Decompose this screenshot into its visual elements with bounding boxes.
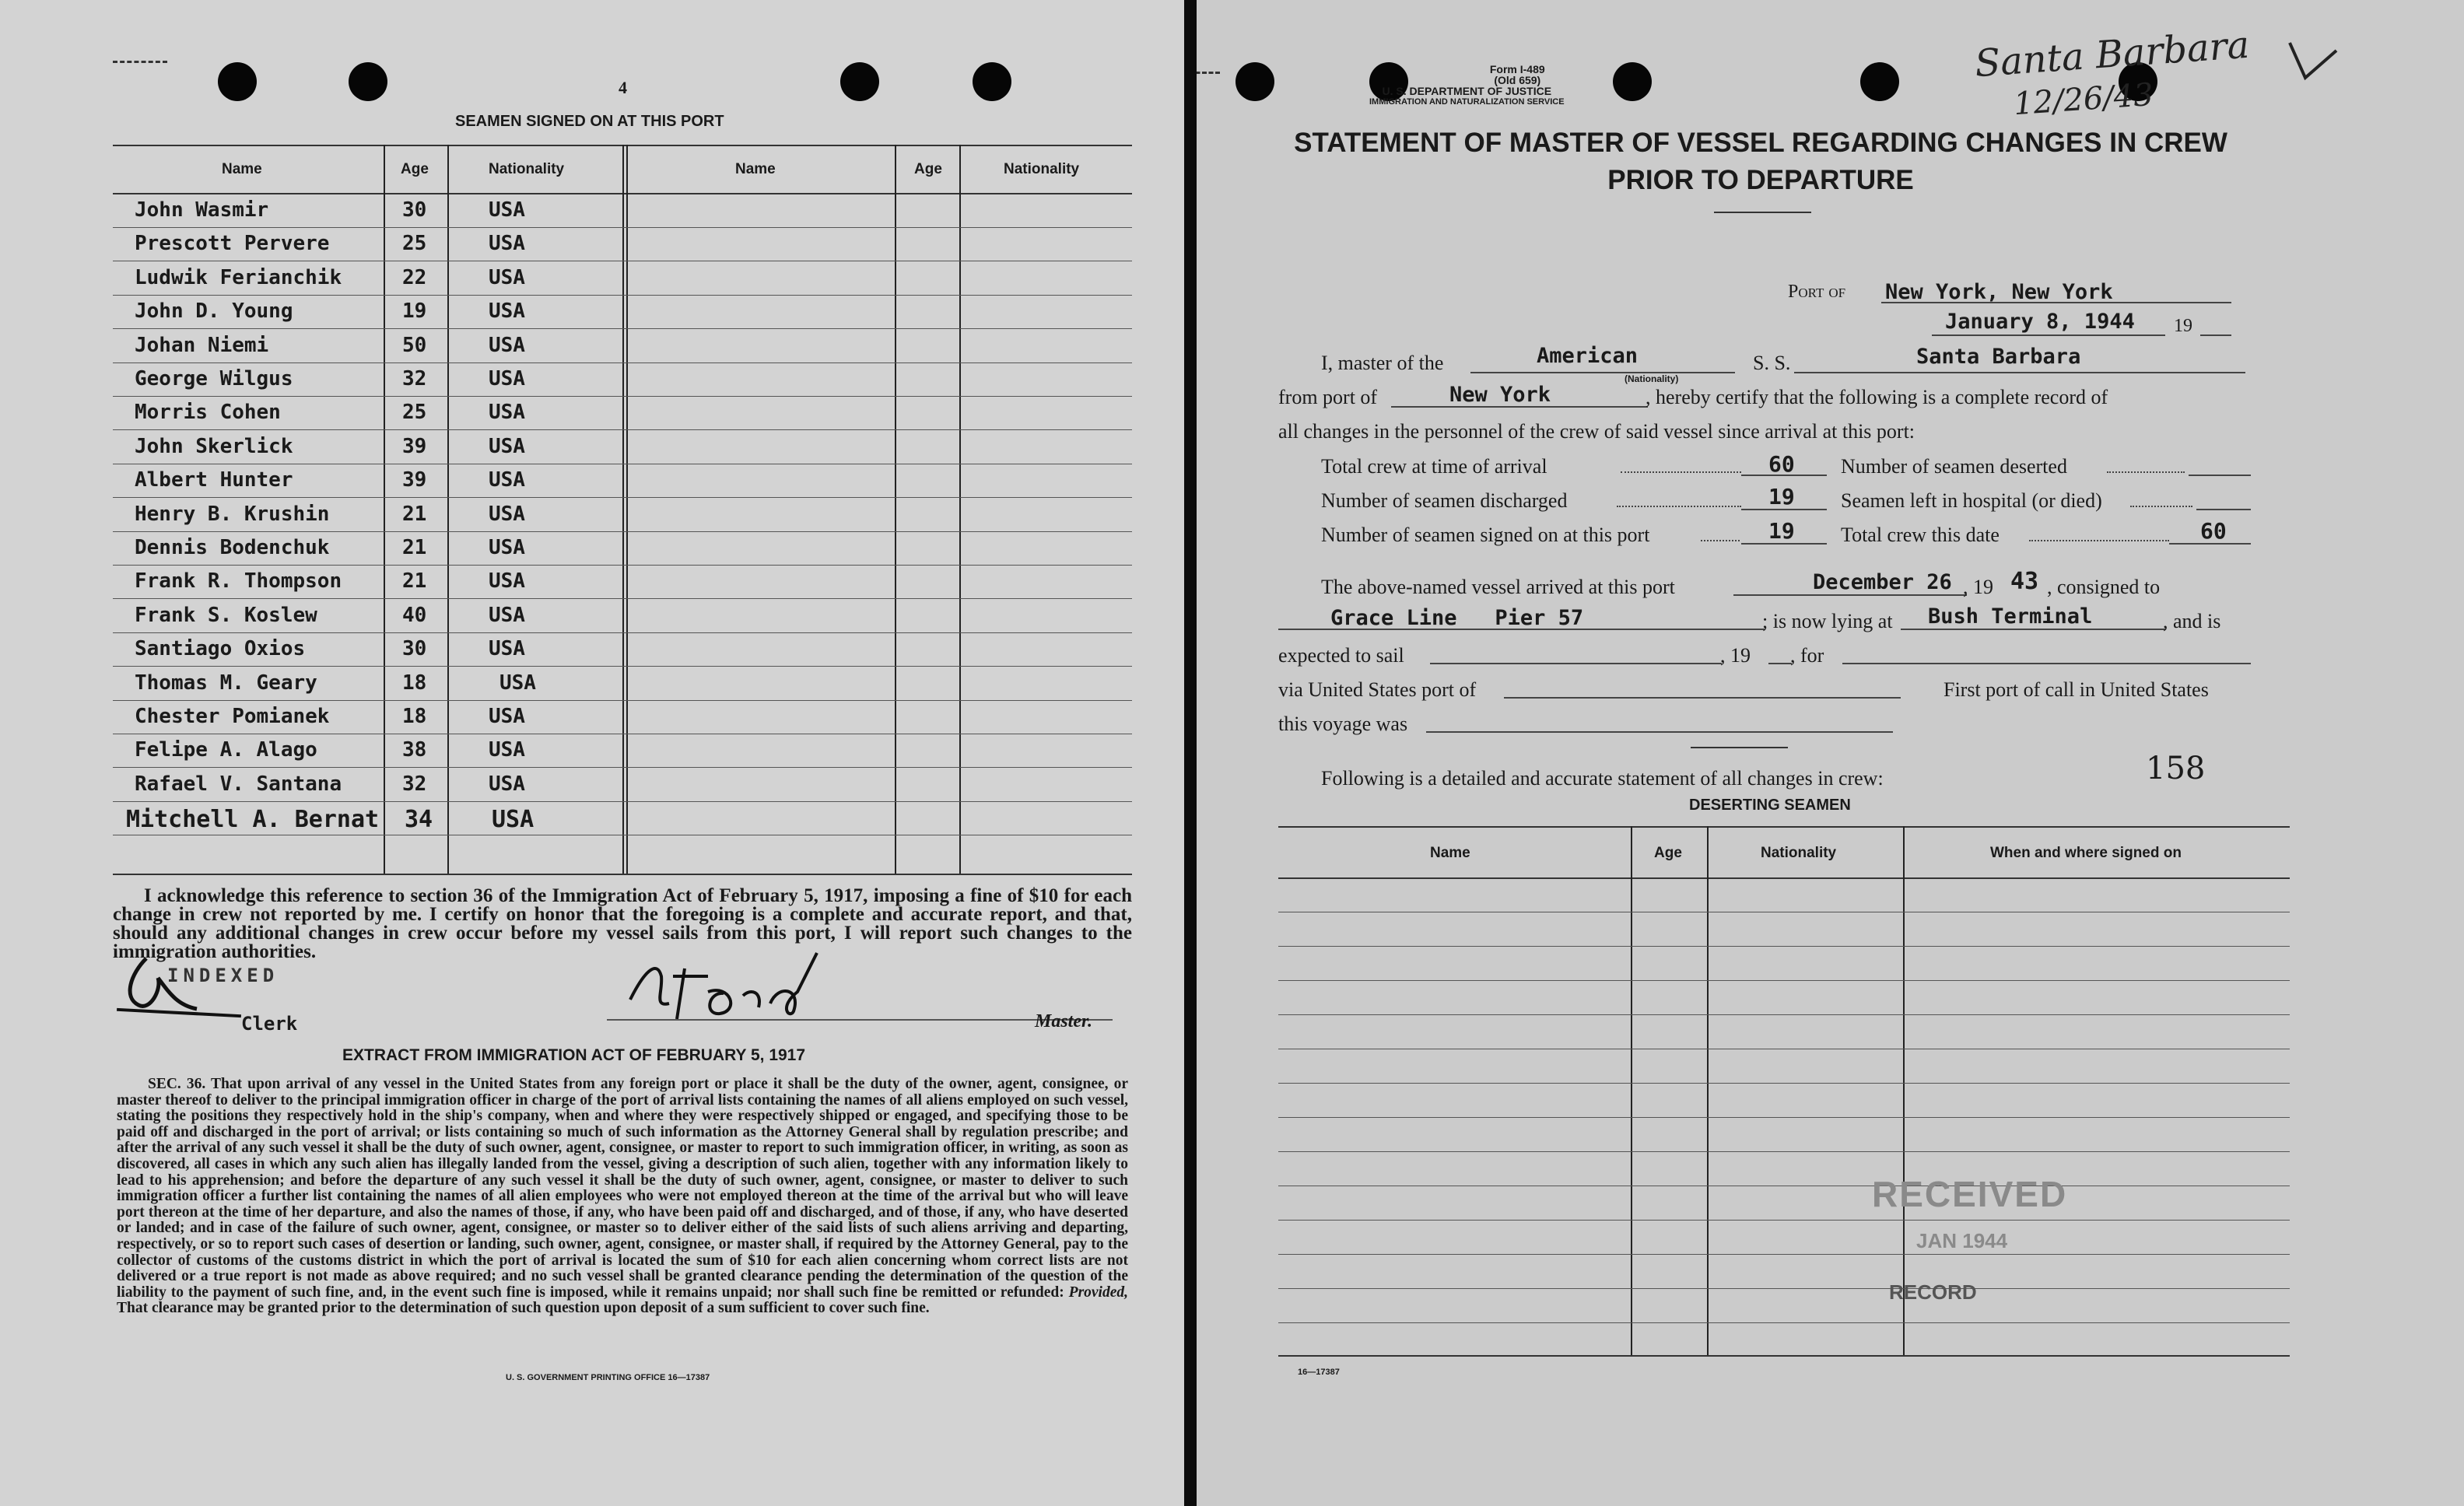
deserting-column-nationality: Nationality — [1761, 845, 1837, 861]
signed-on-value: 19 — [1768, 518, 1795, 544]
arrived-year-prefix: , 19 — [1963, 576, 1993, 598]
column-header-nationality: Nationality — [489, 161, 565, 177]
deserting-row-rule — [1278, 1083, 2290, 1084]
table-row-rule — [113, 801, 1132, 802]
seaman-nationality: USA — [489, 299, 525, 324]
table-row-rule — [113, 531, 1132, 532]
service-name: IMMIGRATION AND NATURALIZATION SERVICE — [1369, 97, 1565, 107]
seaman-age: 32 — [402, 772, 427, 796]
fold-mark — [113, 61, 167, 63]
seaman-nationality: USA — [489, 367, 525, 391]
seaman-name: Mitchell A. Bernat — [126, 806, 380, 834]
seaman-age: 25 — [402, 232, 427, 256]
seaman-nationality: USA — [489, 265, 525, 289]
form-title-line2: PRIOR TO DEPARTURE — [1607, 165, 1914, 195]
seaman-age: 38 — [402, 738, 427, 762]
column-header-name: Name — [222, 161, 262, 177]
deserting-title: DESERTING SEAMEN — [1689, 797, 1851, 814]
signed-on-label: Number of seamen signed on at this port — [1321, 524, 1650, 546]
left-page — [0, 0, 1184, 1506]
seaman-age: 34 — [405, 806, 433, 834]
punch-hole — [218, 62, 257, 101]
form-number: Form I-489 — [1489, 63, 1545, 75]
discharged-value: 19 — [1768, 484, 1795, 510]
seaman-name: Frank S. Koslew — [135, 603, 317, 627]
master-of-label: I, master of the — [1321, 352, 1444, 374]
seaman-nationality: USA — [489, 603, 525, 627]
right-page — [1197, 0, 2464, 1506]
seaman-nationality: USA — [489, 502, 525, 526]
form-title — [1197, 124, 2325, 199]
discharged-label: Number of seamen discharged — [1321, 489, 1568, 512]
voyage-label: this voyage was — [1278, 713, 1408, 735]
handwritten-ship-name: Santa Barbara — [1973, 23, 2251, 86]
indexed-stamp: INDEXED — [167, 965, 279, 986]
seaman-age: 21 — [402, 569, 427, 594]
received-date-stamp: JAN 1944 — [1916, 1229, 2008, 1252]
section-title: SEAMEN SIGNED ON AT THIS PORT — [455, 113, 724, 130]
consignee-value: Grace Line Pier 57 — [1330, 606, 1584, 630]
seaman-nationality: USA — [492, 806, 535, 834]
seaman-nationality: USA — [489, 198, 525, 222]
seaman-age: 21 — [402, 536, 427, 559]
table-row-rule — [113, 227, 1132, 228]
column-header-age: Age — [914, 161, 942, 177]
table-row-rule — [113, 666, 1132, 667]
seaman-age: 30 — [402, 637, 427, 661]
deserting-row-rule — [1278, 1288, 2290, 1289]
form-footer: 16—17387 — [1298, 1368, 1340, 1377]
seaman-age: 30 — [402, 198, 427, 222]
seaman-nationality: USA — [489, 468, 525, 492]
extract-text-end: That clearance may be granted prior to the determination of such question upon deposit of a sum sufficient to cover such fine. — [117, 1300, 930, 1317]
seaman-name: Johan Niemi — [135, 333, 269, 357]
seaman-age: 19 — [402, 299, 427, 324]
deserting-row-rule — [1278, 1254, 2290, 1255]
seaman-name: Ludwik Ferianchik — [135, 265, 342, 289]
certify-text: , hereby certify that the following is a complete record of — [1646, 386, 2108, 408]
punch-hole — [1613, 62, 1652, 101]
page-number: 4 — [619, 78, 627, 97]
seaman-name: Albert Hunter — [135, 468, 293, 492]
table-row-rule — [113, 396, 1132, 397]
table-row-rule — [113, 632, 1132, 633]
table-row-rule — [113, 328, 1132, 329]
column-header-nationality: Nationality — [1004, 161, 1080, 177]
handwritten-number: 158 — [2146, 751, 2206, 786]
seaman-name: Chester Pomianek — [135, 705, 330, 728]
table-row-rule — [113, 700, 1132, 701]
deserted-label: Number of seamen deserted — [1841, 455, 2067, 478]
seaman-nationality: USA — [489, 536, 525, 559]
seaman-age: 32 — [402, 367, 427, 391]
from-port-value: New York — [1449, 383, 1551, 407]
port-of-value: New York, New York — [1885, 280, 2113, 304]
seaman-nationality: USA — [489, 637, 525, 661]
extract-text — [117, 1077, 1128, 1317]
seaman-nationality: USA — [489, 232, 525, 256]
extract-title: EXTRACT FROM IMMIGRATION ACT OF FEBRUARY 5, 1917 — [342, 1046, 806, 1064]
punch-hole — [1860, 62, 1899, 101]
expected-year-prefix: , 19 — [1720, 644, 1751, 667]
fold-mark — [1197, 72, 1220, 74]
department: U. S. DEPARTMENT OF JUSTICE — [1382, 85, 1552, 97]
seaman-nationality: USA — [499, 671, 536, 695]
nationality-value: American — [1537, 344, 1639, 368]
lying-label: ; is now lying at — [1762, 610, 1893, 632]
table-row-rule — [113, 362, 1132, 363]
seaman-name: George Wilgus — [135, 367, 293, 391]
table-row-rule — [113, 598, 1132, 599]
punch-hole — [349, 62, 387, 101]
hospital-label: Seamen left in hospital (or died) — [1841, 489, 2102, 512]
seaman-age: 40 — [402, 603, 427, 627]
extract-text-body: SEC. 36. That upon arrival of any vessel in the United States from any foreign port or place it shall be the duty of the owner, agent, consignee, or master thereof to deliver to the principal immigration officer in charge of the port of arrival lists containing the names of all aliens employed on such vessel, stating the positions they respectively hold in the ship's company, when and where they were respectively shipped or engaged, and specifying those to be paid off and discharged in the port of arrival; or lists containing so much of such information as the Attorney General shall by regulation prescribe; and after the arrival of any such vessel it shall be the duty of such owner, agent, consignee, or master to report to such immigration officer, in writing, as soon as discovered, all cases in which any such alien has illegally landed from the vessel, giving a description of such alien, together with any information likely to lead to his apprehension; and before the departure of any such vessel it shall be the duty of such owner, agent, consignee, or master to deliver to such immigration officer a further list containing the names of all alien employees who were not employed thereon at the time of the arrival but who will leave port thereon at the time of her departure, and also the names of those, if any, who have been paid off and discharged, and of those, if any, who have deserted or landed; and in case of the failure of such owner, agent, consignee, or master so to deliver either of the said lists of such aliens arriving and departing, respectively, or so to report such cases of desertion or landing, such owner, agent, consignee, or master shall, if required by the Attorney General, pay to the collector of customs of the customs district in which the port of arrival is located the sum of $10 for each alien concerning whom correct lists are not delivered or a true report is not made as above required; and no such vessel shall be granted clearance pending the determination of the question of the liability to the payment of such fine, and, in the event such fine is imposed, while it remains unpaid; nor shall such fine be remitted or refunded: — [117, 1076, 1128, 1301]
nationality-caption: (Nationality) — [1625, 373, 1679, 384]
seaman-age: 18 — [402, 705, 427, 728]
table-row-rule — [113, 767, 1132, 768]
date-value: January 8, 1944 — [1945, 310, 2135, 334]
seaman-age: 25 — [402, 401, 427, 425]
seaman-name: Thomas M. Geary — [135, 671, 317, 695]
seaman-nationality: USA — [489, 705, 525, 728]
table-row-rule — [113, 429, 1132, 430]
column-header-age: Age — [401, 161, 429, 177]
form-title-line1: STATEMENT OF MASTER OF VESSEL REGARDING CHANGES IN CREW — [1294, 128, 2227, 158]
deserting-row-rule — [1278, 1151, 2290, 1152]
consigned-label: , consigned to — [2047, 576, 2161, 598]
seaman-age: 22 — [402, 265, 427, 289]
seaman-nationality: USA — [489, 738, 525, 762]
printer-line: U. S. GOVERNMENT PRINTING OFFICE 16—17387 — [506, 1373, 710, 1382]
acknowledgement-text: I acknowledge this reference to section 36 of the Immigration Act of February 5, 1917, imposing a fine of $10 for each change in crew not reported by me. I certify on honor that the foregoing is a complete and accurate report, and that, should any additional changes in crew occur before my vessel sails from this port, I will report such changes to the immigration authorities. — [113, 885, 1132, 962]
arrived-date: December 26 — [1813, 570, 1952, 594]
lying-value: Bush Terminal — [1928, 604, 2093, 629]
seaman-name: Felipe A. Alago — [135, 738, 317, 762]
table-row-rule — [113, 497, 1132, 498]
seaman-nationality: USA — [489, 772, 525, 796]
deserting-row-rule — [1278, 1117, 2290, 1118]
from-port-label: from port of — [1278, 386, 1378, 408]
seaman-name: Dennis Bodenchuk — [135, 536, 330, 559]
ship-name-value: Santa Barbara — [1916, 345, 2081, 369]
arrived-year: 43 — [2010, 568, 2039, 595]
ss-label: S. S. — [1753, 352, 1791, 374]
seaman-age: 39 — [402, 468, 427, 492]
deserting-row-rule — [1278, 1322, 2290, 1323]
deserting-row-rule — [1278, 1220, 2290, 1221]
seaman-age: 21 — [402, 502, 427, 526]
master-label: Master. — [1035, 1011, 1093, 1031]
seaman-name: Prescott Pervere — [135, 232, 330, 256]
changes-text: all changes in the personnel of the crew of said vessel since arrival at this port: — [1278, 420, 1915, 443]
form-old-number: (Old 659) — [1494, 74, 1541, 86]
seaman-nationality: USA — [489, 333, 525, 357]
and-is-label: , and is — [2163, 610, 2221, 632]
table-row-rule — [113, 295, 1132, 296]
received-record-stamp: RECORD — [1889, 1280, 1977, 1304]
port-of-label: Port of — [1788, 282, 1846, 302]
seaman-name: Morris Cohen — [135, 401, 281, 425]
seaman-age: 50 — [402, 333, 427, 357]
deserting-row-rule — [1278, 946, 2290, 947]
seaman-name: John D. Young — [135, 299, 293, 324]
corner-mark — [2282, 35, 2344, 89]
punch-hole — [1236, 62, 1274, 101]
seaman-age: 18 — [402, 671, 427, 695]
seaman-nationality: USA — [489, 434, 525, 458]
seaman-name: Santiago Oxios — [135, 637, 306, 661]
seaman-nationality: USA — [489, 401, 525, 425]
master-signature — [615, 945, 941, 1031]
column-header-name: Name — [735, 161, 776, 177]
form-header — [1369, 64, 1565, 107]
clerk-label: Clerk — [241, 1013, 298, 1035]
first-port-label: First port of call in United States — [1944, 678, 2209, 701]
for-label: , for — [1790, 644, 1824, 667]
via-port-label: via United States port of — [1278, 678, 1477, 701]
seaman-age: 39 — [402, 434, 427, 458]
table-row-rule — [113, 565, 1132, 566]
seaman-name: Henry B. Krushin — [135, 502, 330, 526]
total-date-label: Total crew this date — [1841, 524, 2000, 546]
seaman-name: Rafael V. Santana — [135, 772, 342, 796]
seaman-name: John Wasmir — [135, 198, 269, 222]
deserting-column-age: Age — [1654, 845, 1682, 861]
received-stamp: RECEIVED — [1872, 1174, 2068, 1214]
date-year-prefix: 19 — [2174, 316, 2192, 336]
deserting-column-name: Name — [1430, 845, 1470, 861]
seaman-name: John Skerlick — [135, 434, 293, 458]
arrived-label: The above-named vessel arrived at this port — [1321, 576, 1675, 598]
expected-label: expected to sail — [1278, 644, 1404, 667]
extract-provided: Provided, — [1068, 1284, 1129, 1301]
total-arrival-value: 60 — [1768, 451, 1795, 477]
handwritten-date: 12/26/43 — [2012, 76, 2155, 123]
punch-hole — [840, 62, 879, 101]
following-label: Following is a detailed and accurate statement of all changes in crew: — [1321, 767, 1884, 790]
seaman-nationality: USA — [489, 569, 525, 594]
deserting-row-rule — [1278, 1014, 2290, 1015]
deserting-row-rule — [1278, 980, 2290, 981]
total-arrival-label: Total crew at time of arrival — [1321, 455, 1547, 478]
punch-hole — [973, 62, 1011, 101]
deserting-column-signed-on: When and where signed on — [1990, 845, 2182, 861]
total-date-value: 60 — [2200, 518, 2227, 544]
seaman-name: Frank R. Thompson — [135, 569, 342, 594]
